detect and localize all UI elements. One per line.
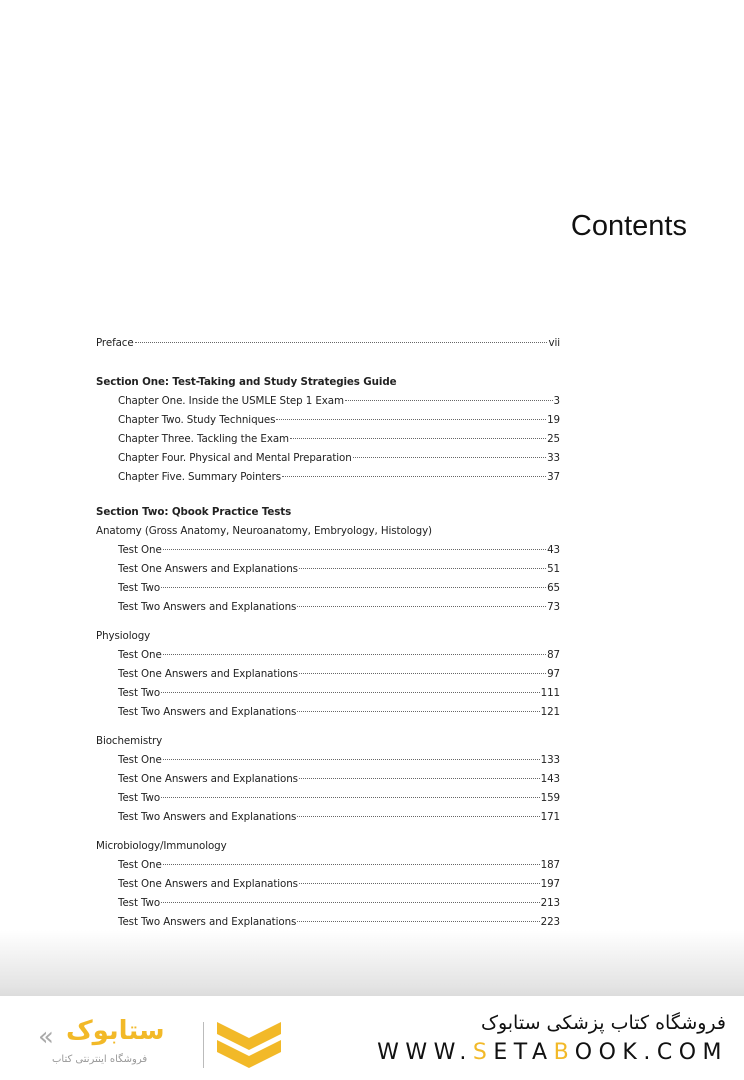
toc-entry-label: Test Two Answers and Explanations — [118, 601, 297, 613]
toc-entry-label: Test Two — [118, 792, 161, 804]
toc-entry-label: Test Two Answers and Explanations — [118, 706, 297, 718]
toc-entry-label: Chapter Two. Study Techniques — [118, 414, 276, 426]
toc-entry[interactable] — [96, 430, 560, 449]
toc-entry-label: Test One Answers and Explanations — [118, 773, 298, 785]
toc-entry[interactable] — [96, 646, 560, 665]
watermark-footer — [0, 996, 744, 1080]
dot-leader — [345, 400, 553, 401]
subject-heading: Biochemistry — [96, 735, 163, 747]
shop-name: فروشگاه کتاب پزشکی ستابوک — [480, 1012, 726, 1034]
toc-entry-label: Test One Answers and Explanations — [118, 668, 298, 680]
toc-page-number: 51 — [547, 563, 560, 575]
toc-entry-label: Test One — [118, 859, 162, 871]
toc-page-number: 159 — [540, 792, 560, 804]
toc-page-number: 223 — [540, 916, 560, 928]
page-title: Contents — [570, 210, 687, 242]
toc-entry-label: Test One — [118, 754, 162, 766]
toc-entry[interactable] — [96, 703, 560, 722]
toc-entry-label: Chapter Four. Physical and Mental Preparation — [118, 452, 352, 464]
dot-leader — [282, 476, 546, 477]
toc-entry-label: Test Two — [118, 687, 161, 699]
toc-entry-label: Test Two Answers and Explanations — [118, 811, 297, 823]
toc-entry-label: Chapter One. Inside the USMLE Step 1 Exam — [118, 395, 344, 407]
toc-page-number: 197 — [540, 878, 560, 890]
toc-entry-label: Test Two — [118, 582, 161, 594]
dot-leader — [161, 902, 540, 903]
dot-leader — [163, 864, 540, 865]
subject-heading: Microbiology/Immunology — [96, 840, 227, 852]
toc-entry[interactable] — [96, 334, 560, 353]
toc-page-number: 43 — [547, 544, 560, 556]
toc-entry-label: Test Two — [118, 897, 161, 909]
dot-leader — [297, 816, 539, 817]
toc-entry-label: Test One — [118, 544, 162, 556]
subject-heading: Anatomy (Gross Anatomy, Neuroanatomy, Embryology, Histology) — [96, 525, 432, 537]
toc-entry[interactable] — [96, 579, 560, 598]
toc-page-number: 37 — [547, 471, 560, 483]
toc-page-number: 73 — [547, 601, 560, 613]
chevron-logo-icon: « — [38, 1022, 54, 1052]
dot-leader — [276, 419, 546, 420]
toc-entry-label: Chapter Five. Summary Pointers — [118, 471, 281, 483]
toc-entry[interactable] — [96, 449, 560, 468]
toc-entry[interactable] — [96, 856, 560, 875]
toc-page-number: 213 — [540, 897, 560, 909]
logo-divider — [203, 1022, 204, 1068]
toc-page-number: 121 — [540, 706, 560, 718]
dot-leader — [161, 587, 546, 588]
toc-page-number: 33 — [547, 452, 560, 464]
page-shadow — [0, 930, 744, 996]
dot-leader — [299, 883, 540, 884]
toc-entry[interactable] — [96, 411, 560, 430]
toc-entry-label: Test Two Answers and Explanations — [118, 916, 297, 928]
dot-leader — [297, 606, 546, 607]
toc-entry[interactable] — [96, 598, 560, 617]
dot-leader — [299, 673, 546, 674]
toc-entry[interactable] — [96, 392, 560, 411]
dot-leader — [353, 457, 546, 458]
toc-page-number: vii — [548, 337, 560, 349]
toc-page-number: 143 — [540, 773, 560, 785]
toc-entry[interactable] — [96, 894, 560, 913]
dot-leader — [135, 342, 548, 343]
toc-entry[interactable] — [96, 665, 560, 684]
dot-leader — [299, 568, 546, 569]
dot-leader — [297, 921, 539, 922]
toc-entry-label: Test One Answers and Explanations — [118, 878, 298, 890]
toc-entry[interactable] — [96, 560, 560, 579]
subject-heading: Physiology — [96, 630, 151, 642]
toc-page-number: 19 — [547, 414, 560, 426]
dot-leader — [163, 654, 546, 655]
toc-page-number: 97 — [547, 668, 560, 680]
toc-page-number: 87 — [547, 649, 560, 661]
toc-entry[interactable] — [96, 770, 560, 789]
dot-leader — [290, 438, 546, 439]
dot-leader — [299, 778, 540, 779]
toc-page-number: 133 — [540, 754, 560, 766]
logo-subtitle: فروشگاه اینترنتی کتاب — [52, 1054, 148, 1065]
toc-entry-label: Test One Answers and Explanations — [118, 563, 298, 575]
toc-page-number: 65 — [547, 582, 560, 594]
toc-page-number: 187 — [540, 859, 560, 871]
toc-entry[interactable] — [96, 751, 560, 770]
toc-entry-label: Test One — [118, 649, 162, 661]
dot-leader — [297, 711, 539, 712]
dot-leader — [161, 797, 540, 798]
toc-page-number: 25 — [547, 433, 560, 445]
section-heading: Section One: Test-Taking and Study Strategies Guide — [96, 376, 397, 388]
dot-leader — [163, 549, 546, 550]
section-heading: Section Two: Qbook Practice Tests — [96, 506, 292, 518]
toc-entry[interactable] — [96, 541, 560, 560]
table-of-contents — [96, 334, 560, 932]
toc-page-number: 3 — [553, 395, 560, 407]
dot-leader — [161, 692, 540, 693]
toc-entry[interactable] — [96, 468, 560, 487]
toc-entry[interactable] — [96, 808, 560, 827]
toc-entry-label: Preface — [96, 337, 134, 349]
toc-page-number: 111 — [540, 687, 560, 699]
toc-page-number: 171 — [540, 811, 560, 823]
setabook-emblem-icon — [213, 1018, 285, 1072]
toc-entry[interactable] — [96, 684, 560, 703]
logo-text: ستابوک — [66, 1016, 165, 1046]
toc-entry[interactable] — [96, 875, 560, 894]
dot-leader — [163, 759, 540, 760]
shop-url[interactable]: WWW.SETABOOK.COM — [377, 1040, 728, 1065]
toc-entry-label: Chapter Three. Tackling the Exam — [118, 433, 289, 445]
toc-entry[interactable] — [96, 789, 560, 808]
